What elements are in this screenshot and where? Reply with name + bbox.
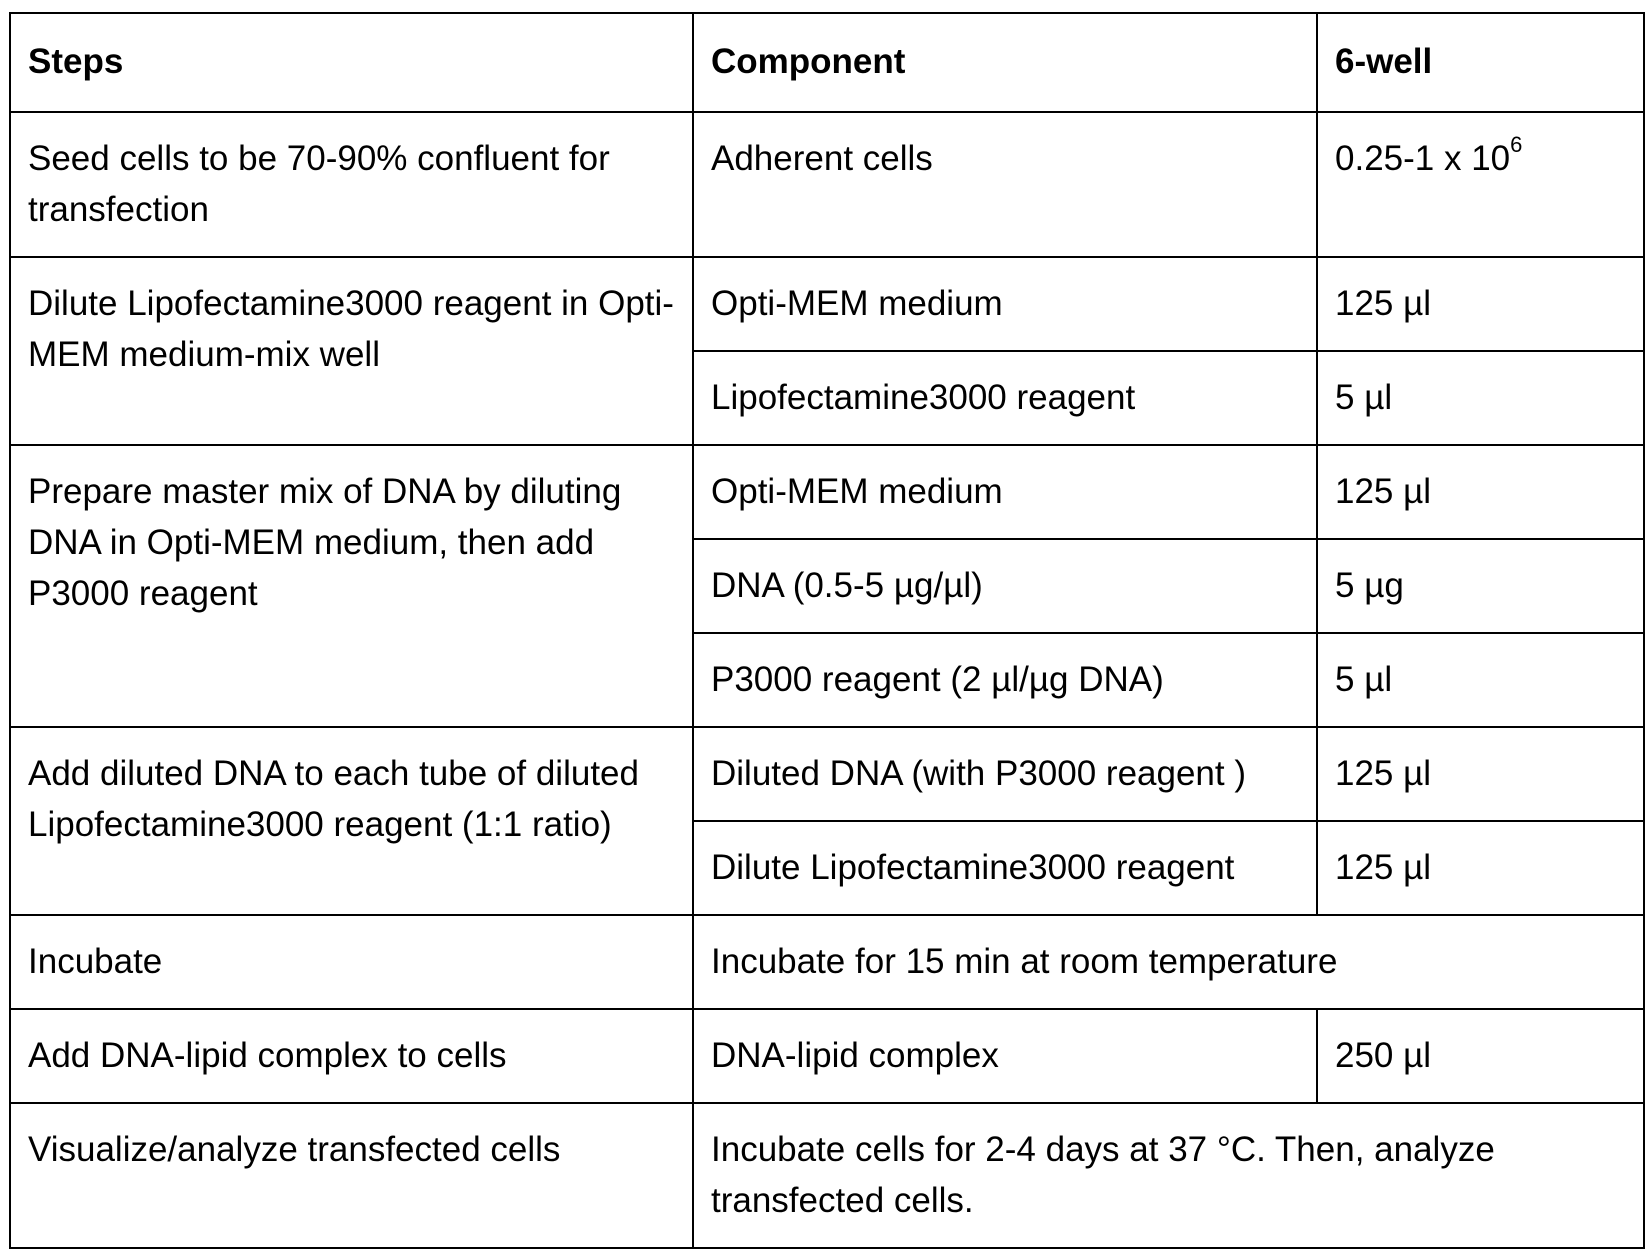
component-cell: Opti-MEM medium [693,445,1317,539]
step-cell: Dilute Lipofectamine3000 reagent in Opti-MEM medium-mix well [10,257,693,445]
component-cell: DNA (0.5-5 µg/µl) [693,539,1317,633]
header-component: Component [693,13,1317,112]
table-row [10,1009,1644,1103]
component-cell: Opti-MEM medium [693,257,1317,351]
note-cell: Incubate for 15 min at room temperature [693,915,1644,1009]
component-cell: Dilute Lipofectamine3000 reagent [693,821,1317,915]
step-cell: Seed cells to be 70-90% confluent for transfection [10,112,693,257]
amount-base: 0.25-1 x 10 [1335,139,1511,178]
amount-cell: 125 µl [1317,257,1644,351]
step-cell: Add DNA-lipid complex to cells [10,1009,693,1103]
note-cell: Incubate cells for 2-4 days at 37 °C. Then, analyze transfected cells. [693,1103,1644,1248]
component-cell: Diluted DNA (with P3000 reagent ) [693,727,1317,821]
component-cell: Lipofectamine3000 reagent [693,351,1317,445]
table-row [10,445,1644,539]
table-row [10,915,1644,1009]
amount-cell: 125 µl [1317,821,1644,915]
component-cell: P3000 reagent (2 µl/µg DNA) [693,633,1317,727]
table-header-row [10,13,1644,112]
component-cell: DNA-lipid complex [693,1009,1317,1103]
header-steps: Steps [10,13,693,112]
step-cell: Prepare master mix of DNA by diluting DNA in Opti-MEM medium, then add P3000 reagent [10,445,693,727]
component-cell: Adherent cells [693,112,1317,257]
table-row [10,727,1644,821]
amount-cell: 125 µl [1317,445,1644,539]
step-cell: Add diluted DNA to each tube of diluted Lipofectamine3000 reagent (1:1 ratio) [10,727,693,915]
step-cell: Incubate [10,915,693,1009]
header-6-well: 6-well [1317,13,1644,112]
amount-exponent: 6 [1510,132,1523,157]
table-row [10,112,1644,257]
amount-cell [1317,112,1644,257]
amount-cell: 5 µl [1317,633,1644,727]
amount-cell: 5 µl [1317,351,1644,445]
amount-cell: 5 µg [1317,539,1644,633]
table-row [10,1103,1644,1248]
step-cell: Visualize/analyze transfected cells [10,1103,693,1248]
amount-cell: 125 µl [1317,727,1644,821]
transfection-protocol-table [9,12,1645,1249]
table-row [10,257,1644,351]
amount-cell: 250 µl [1317,1009,1644,1103]
